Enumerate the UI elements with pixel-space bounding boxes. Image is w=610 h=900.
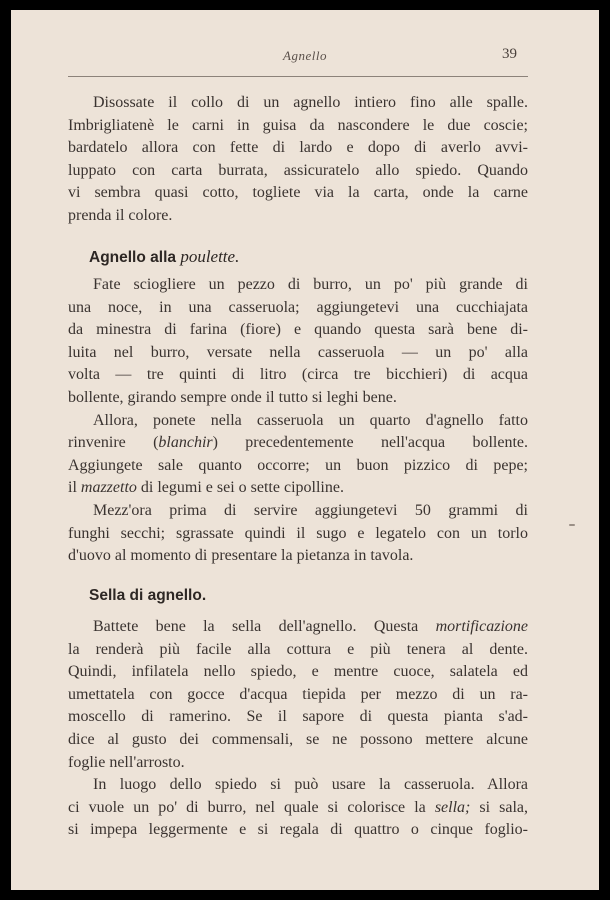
section2-body: [68, 616, 528, 842]
text-line: Quindi, infilatela nello spiedo, e mentre cuoce, salatela ed: [68, 663, 528, 681]
text-line: Allora, ponete nella casseruola un quarto d'agnello fatto: [93, 411, 528, 429]
text-span: si sala,: [470, 798, 529, 816]
text-line: Fate sciogliere un pezzo di burro, un po' più grande di: [93, 276, 528, 293]
section1-body: [68, 274, 528, 568]
text-line: si impepa leggermente e si regala di quattro o cinque foglio-: [68, 821, 528, 839]
text-line: da minestra di farina (fiore) e quando questa sarà bene di-: [68, 321, 528, 339]
text-line: [68, 432, 528, 455]
text-line: umettatela con gocce d'acqua tiepida per mezzo di un ra-: [68, 685, 528, 703]
text-line: luppato con carta burrata, assicuratelo allo spiedo. Quando: [68, 161, 528, 179]
text-line: [68, 797, 528, 820]
text-span: ci vuole un po' di burro, nel quale si colorisce la: [68, 798, 435, 816]
text-line: la renderà più facile alla cottura e più tenera al dente.: [68, 640, 528, 658]
text-line: funghi secchi; sgrassate quindi il sugo e legatelo con un torlo: [68, 524, 528, 542]
running-header: [11, 46, 599, 68]
heading-italic-text: poulette.: [180, 247, 240, 266]
heading-text: Agnello alla: [89, 249, 181, 266]
text-span: il: [68, 479, 81, 497]
text-span: Battete bene la sella dell'agnello. Questa: [93, 618, 436, 635]
italic-term: mazzetto: [80, 479, 137, 497]
text-line: In luogo dello spiedo si può usare la casseruola. Allora: [93, 776, 528, 794]
text-line: Imbrigliatenè le carni in guisa da nascondere le due coscie;: [68, 116, 528, 134]
header-rule: [68, 76, 528, 77]
text-line: [68, 477, 528, 500]
running-title: Agnello: [283, 48, 327, 63]
text-line: luita nel burro, versate nella casseruola — un po' alla: [68, 343, 528, 361]
text-line: vi sembra quasi cotto, togliete via la carta, onde la carne: [68, 184, 528, 202]
italic-term: blanchir: [158, 434, 213, 452]
text-line: Aggiungete sale quanto occorre; un buon pizzico di pepe;: [68, 456, 528, 474]
text-line: dice al gusto dei commensali, se ne possono mettere alcune: [68, 730, 528, 748]
text-line: moscello di ramerino. Se il sapore di questa pianta s'ad-: [68, 708, 528, 726]
italic-term: sella;: [434, 798, 471, 816]
text-line: foglie nell'arrosto.: [68, 753, 185, 771]
paper-speck: [569, 524, 575, 526]
text-line: [68, 616, 528, 639]
text-line: prenda il colore.: [68, 206, 173, 224]
section-heading-agnello-alla-poulette: [89, 247, 239, 267]
text-line: bardatelo allora con fette di lardo e dopo di averlo avvi-: [68, 139, 528, 157]
text-span: ) precedentemente nell'acqua bollente.: [212, 434, 529, 452]
page-number: 39: [502, 46, 517, 62]
text-line: Disossate il collo di un agnello intiero fino alle spalle.: [93, 94, 528, 111]
text-line: volta — tre quinti di litro (circa tre bicchieri) di acqua: [68, 366, 528, 384]
text-line: bollente, girando sempre onde il tutto si leghi bene.: [68, 388, 397, 406]
book-page: [11, 10, 599, 890]
paragraph-intro: [68, 92, 528, 228]
section-heading-sella-di-agnello: Sella di agnello.: [89, 587, 207, 604]
italic-term: mortificazione: [435, 618, 528, 635]
text-span: rinvenire (: [68, 434, 159, 452]
text-span: di legumi e sei o sette cipolline.: [136, 479, 344, 497]
text-line: una noce, in una casseruola; aggiungetevi una cucchiajata: [68, 298, 528, 316]
text-line: d'uovo al momento di presentare la pietanza in tavola.: [68, 547, 414, 565]
text-line: Mezz'ora prima di servire aggiungetevi 50 grammi di: [93, 501, 528, 519]
